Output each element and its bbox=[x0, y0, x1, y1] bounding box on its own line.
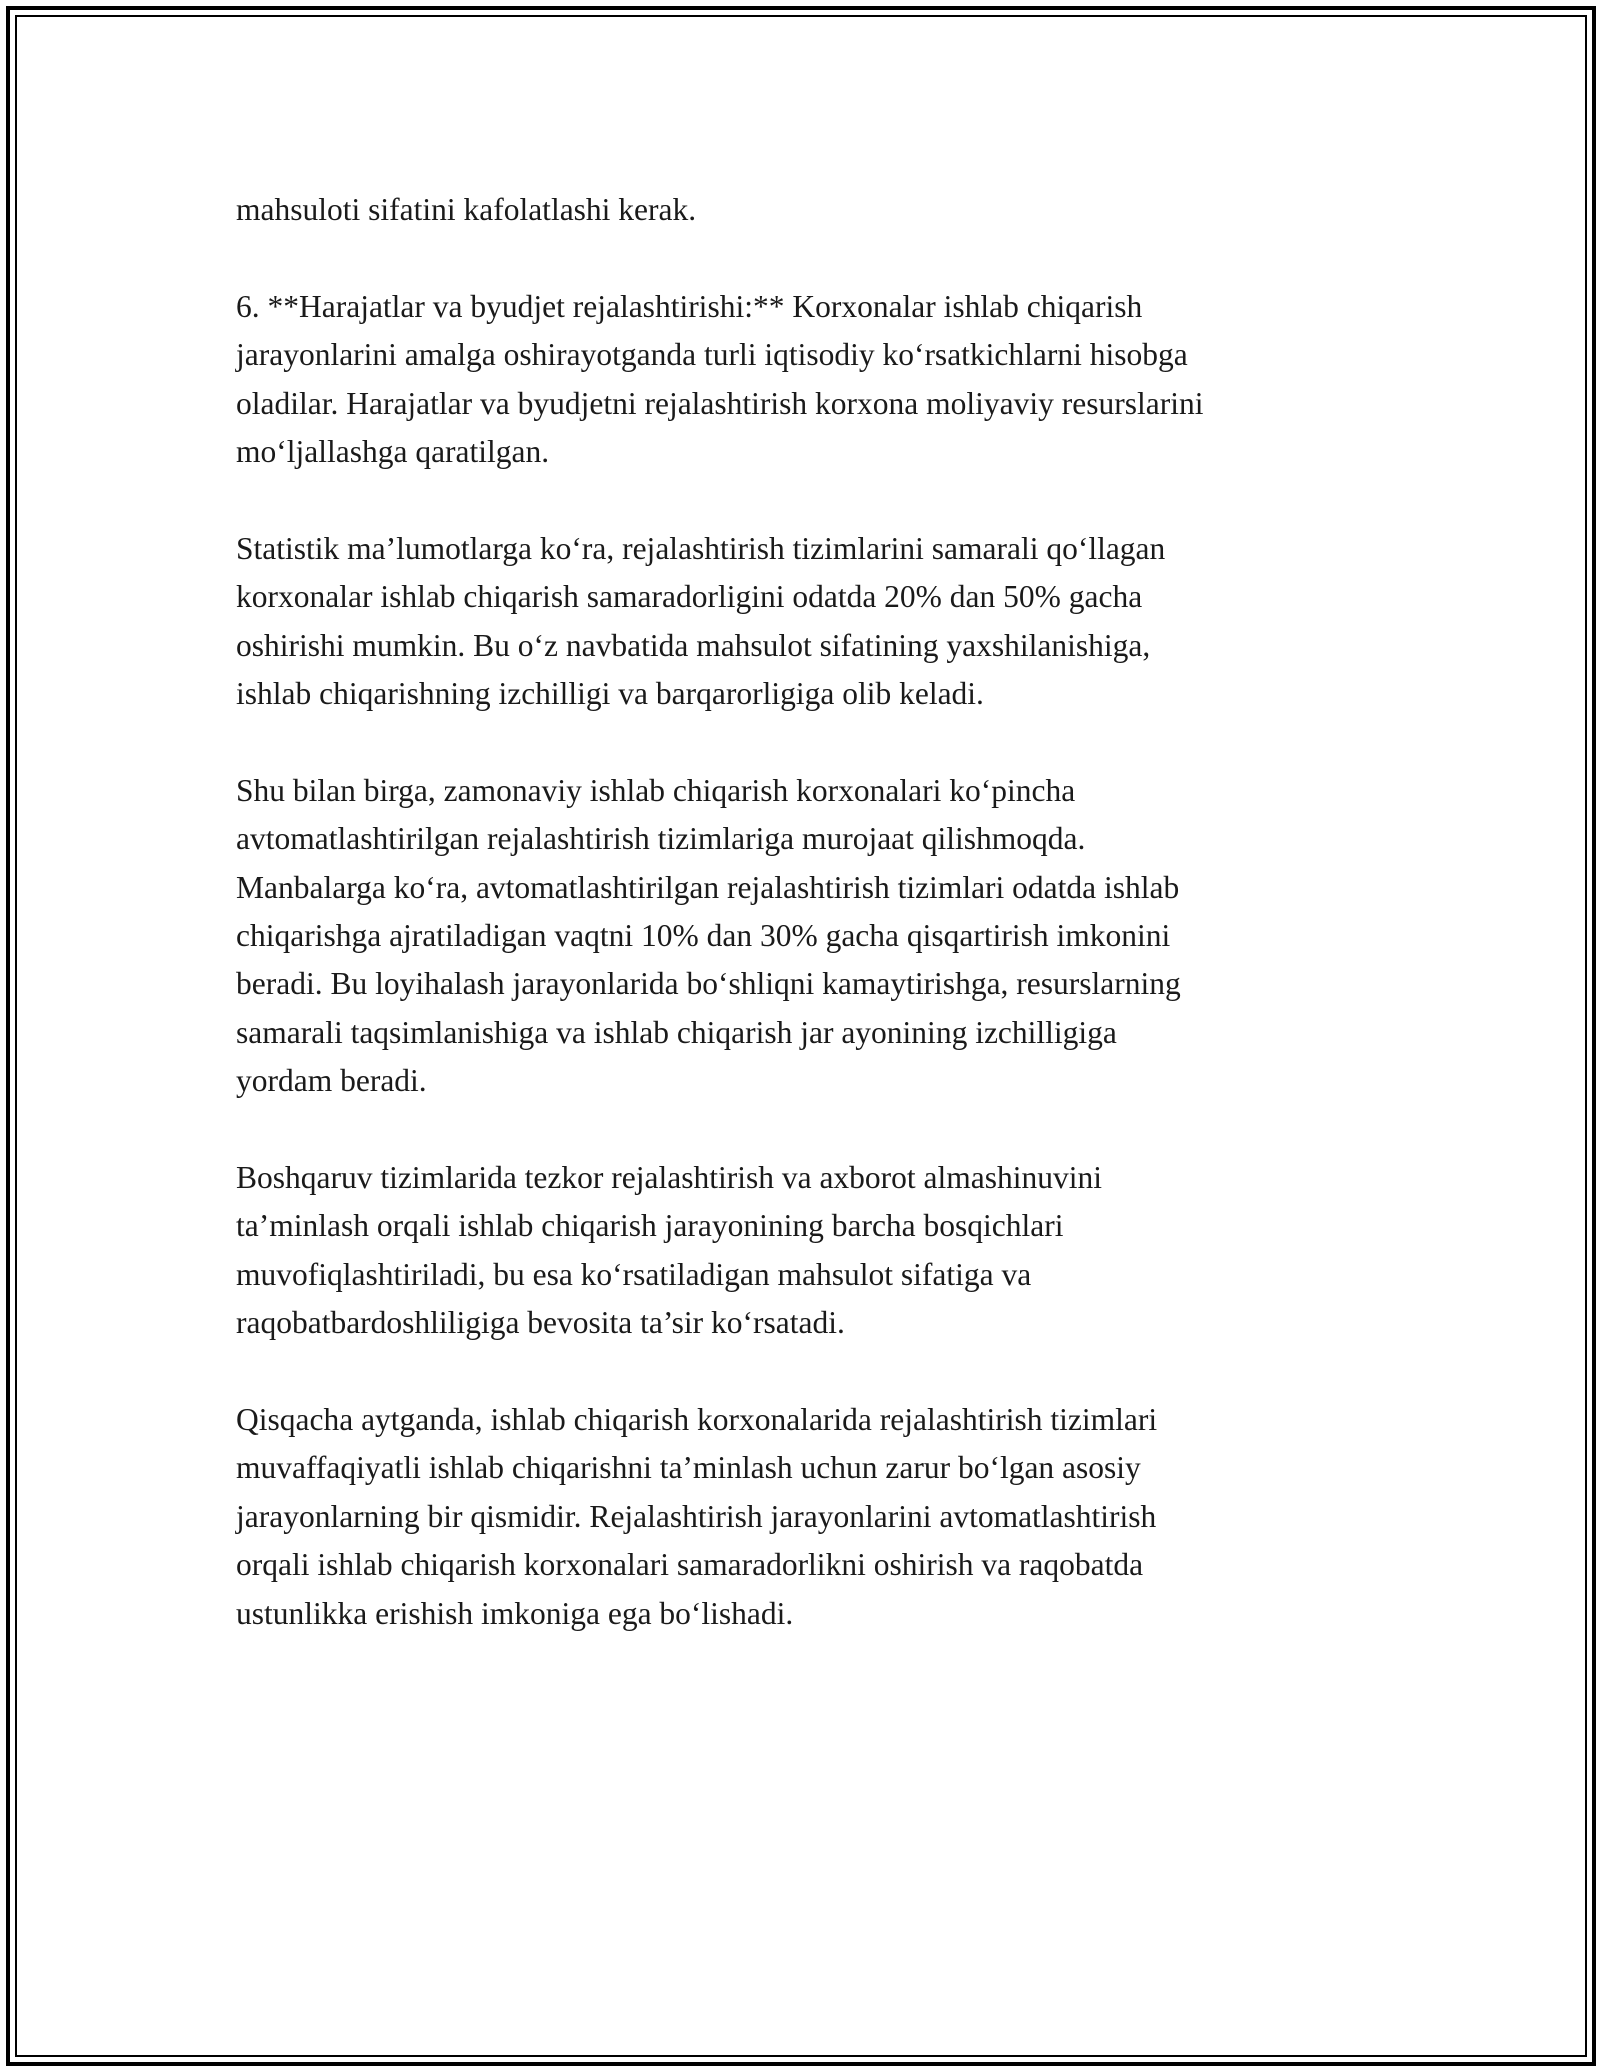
text-line: avtomatlashtirilgan rejalashtirish tizimlariga murojaat qilishmoqda. bbox=[236, 821, 1086, 857]
text-line: ustunlikka erishish imkoniga ega bo‘lishadi. bbox=[236, 1595, 794, 1631]
paragraph bbox=[236, 525, 1376, 719]
paragraph bbox=[236, 767, 1376, 1106]
text-line: orqali ishlab chiqarish korxonalari samaradorlikni oshirish va raqobatda bbox=[236, 1547, 1144, 1583]
text-line: beradi. Bu loyihalash jarayonlarida bo‘shliqni kamaytirishga, resurslarning bbox=[236, 966, 1181, 1002]
paragraph bbox=[236, 186, 1376, 234]
text-line: ta’minlash orqali ishlab chiqarish jarayonining barcha bosqichlari bbox=[236, 1208, 1064, 1244]
text-line: korxonalar ishlab chiqarish samaradorligini odatda 20% dan 50% gacha bbox=[236, 579, 1143, 615]
text-line: muvofiqlashtiriladi, bu esa ko‘rsatiladigan mahsulot sifatiga va bbox=[236, 1256, 1032, 1292]
text-line: raqobatbardoshliligiga bevosita ta’sir ko‘rsatadi. bbox=[236, 1305, 845, 1341]
paragraph bbox=[236, 1396, 1376, 1638]
text-line: Boshqaruv tizimlarida tezkor rejalashtirish va axborot almashinuvini bbox=[236, 1160, 1103, 1196]
text-line: mahsuloti sifatini kafolatlashi kerak. bbox=[236, 192, 697, 227]
document-body bbox=[236, 186, 1376, 1687]
text-line: yordam beradi. bbox=[236, 1063, 427, 1099]
text-line: 6. **Harajatlar va byudjet rejalashtirishi:** Korxonalar ishlab chiqarish bbox=[236, 288, 1143, 324]
text-line: Statistik ma’lumotlarga ko‘ra, rejalashtirish tizimlarini samarali qo‘llagan bbox=[236, 530, 1166, 566]
paragraph bbox=[236, 1154, 1376, 1348]
text-line: chiqarishga ajratiladigan vaqtni 10% dan 30% gacha qisqartirish imkonini bbox=[236, 918, 1171, 954]
text-line: muvaffaqiyatli ishlab chiqarishni ta’minlash uchun zarur bo‘lgan asosiy bbox=[236, 1450, 1141, 1486]
text-line: oshirishi mumkin. Bu o‘z navbatida mahsulot sifatining yaxshilanishiga, bbox=[236, 627, 1151, 663]
paragraph bbox=[236, 283, 1376, 477]
text-line: jarayonlarning bir qismidir. Rejalashtirish jarayonlarini avtomatlashtirish bbox=[236, 1498, 1157, 1534]
text-line: mo‘ljallashga qaratilgan. bbox=[236, 434, 550, 470]
text-line: samarali taqsimlanishiga va ishlab chiqarish jar ayonining izchilligiga bbox=[236, 1014, 1117, 1050]
text-line: oladilar. Harajatlar va byudjetni rejalashtirish korxona moliyaviy resurslarini bbox=[236, 385, 1204, 421]
text-line: Manbalarga ko‘ra, avtomatlashtirilgan rejalashtirish tizimlari odatda ishlab bbox=[236, 869, 1180, 905]
text-line: jarayonlarini amalga oshirayotganda turli iqtisodiy ko‘rsatkichlarni hisobga bbox=[236, 337, 1188, 373]
text-line: ishlab chiqarishning izchilligi va barqarorligiga olib keladi. bbox=[236, 676, 984, 712]
text-line: Qisqacha aytganda, ishlab chiqarish korxonalarida rejalashtirish tizimlari bbox=[236, 1402, 1158, 1438]
text-line: Shu bilan birga, zamonaviy ishlab chiqarish korxonalari ko‘pincha bbox=[236, 772, 1076, 808]
